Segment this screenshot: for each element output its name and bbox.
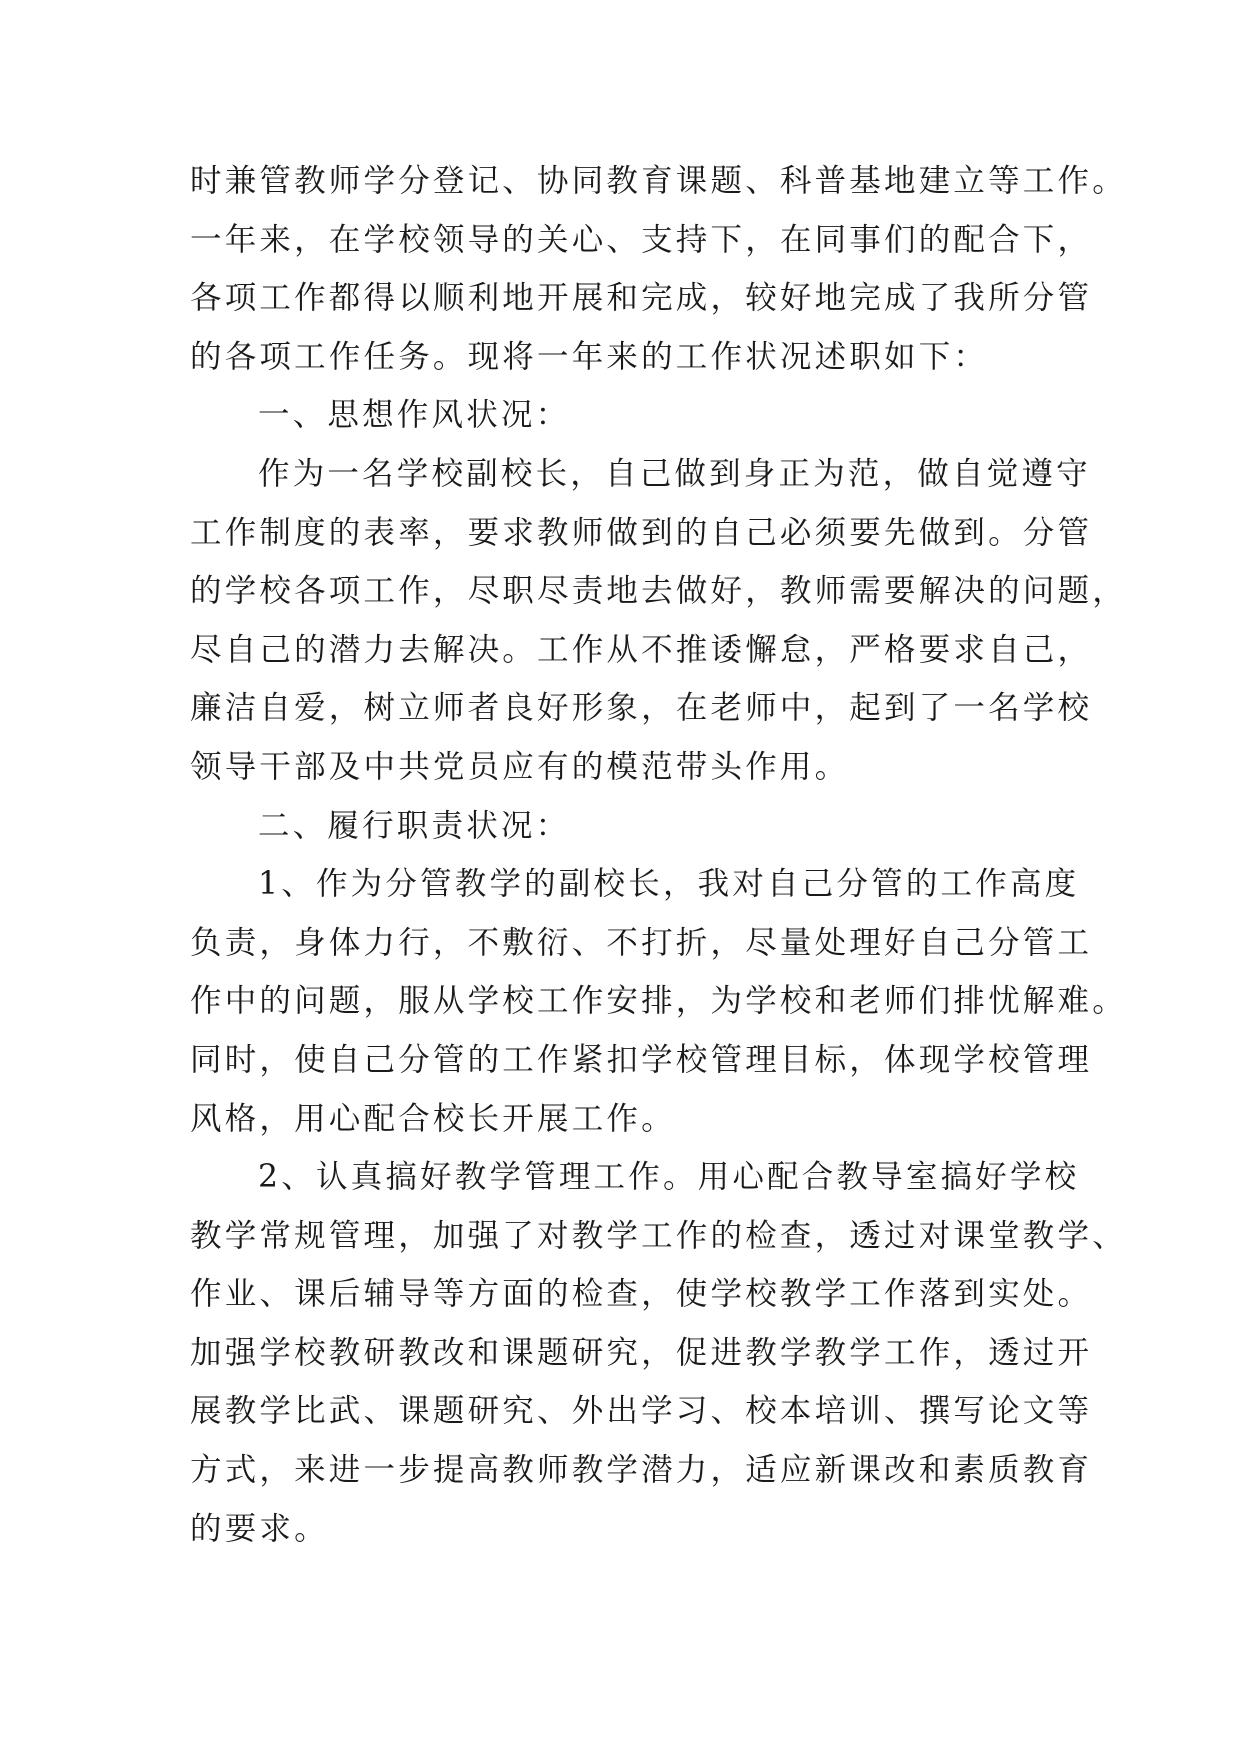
text-line: 展教学比武、课题研究、外出学习、校本培训、撰写论文等: [190, 1393, 1093, 1430]
text-line: 风格，用心配合校长开展工作。: [190, 1100, 676, 1137]
text-line: 的要求。: [190, 1510, 329, 1547]
text-line: 尽自己的潜力去解决。工作从不推诿懈怠，严格要求自己，: [190, 631, 1093, 668]
text-line: 1、作为分管教学的副校长，我对自己分管的工作高度: [258, 866, 1080, 903]
text-line: 一年来，在学校领导的关心、支持下，在同事们的配合下，: [190, 221, 1093, 258]
text-line: 各项工作都得以顺利地开展和完成，较好地完成了我所分管: [190, 280, 1093, 317]
text-line: 时兼管教师学分登记、协同教育课题、科普基地建立等工作。: [190, 163, 1127, 199]
text-line: 领导干部及中共党员应有的模范带头作用。: [190, 748, 850, 785]
text-line: 作业、课后辅导等方面的检查，使学校教学工作落到实处。: [190, 1276, 1093, 1313]
text-line: 工作制度的表率，要求教师做到的自己必须要先做到。分管: [190, 514, 1093, 551]
text-line: 廉洁自爱，树立师者良好形象，在老师中，起到了一名学校: [190, 690, 1093, 727]
text-line: 加强学校教研教改和课题研究，促进教学教学工作，透过开: [190, 1334, 1093, 1371]
text-line: 2、认真搞好教学管理工作。用心配合教导室搞好学校: [258, 1159, 1080, 1196]
section-heading: 一、思想作风状况：: [258, 397, 571, 434]
text-line: 同时，使自己分管的工作紧扣学校管理目标，体现学校管理: [190, 1041, 1093, 1078]
section-heading: 二、履行职责状况：: [258, 807, 571, 844]
text-line: 作中的问题，服从学校工作安排，为学校和老师们排忧解难。: [190, 983, 1127, 1020]
text-line: 的各项工作任务。现将一年来的工作状况述职如下：: [190, 338, 989, 375]
text-line: 方式，来进一步提高教师教学潜力，适应新课改和素质教育: [190, 1452, 1093, 1489]
document-body: [190, 152, 1127, 1558]
text-line: 作为一名学校副校长，自己做到身正为范，做自觉遵守: [258, 455, 1091, 492]
text-line: 的学校各项工作，尽职尽责地去做好，教师需要解决的问题，: [190, 573, 1127, 610]
text-line: 负责，身体力行，不敷衍、不打折，尽量处理好自己分管工: [190, 924, 1093, 961]
text-line: 教学常规管理，加强了对教学工作的检查，透过对课堂教学、: [190, 1217, 1127, 1254]
